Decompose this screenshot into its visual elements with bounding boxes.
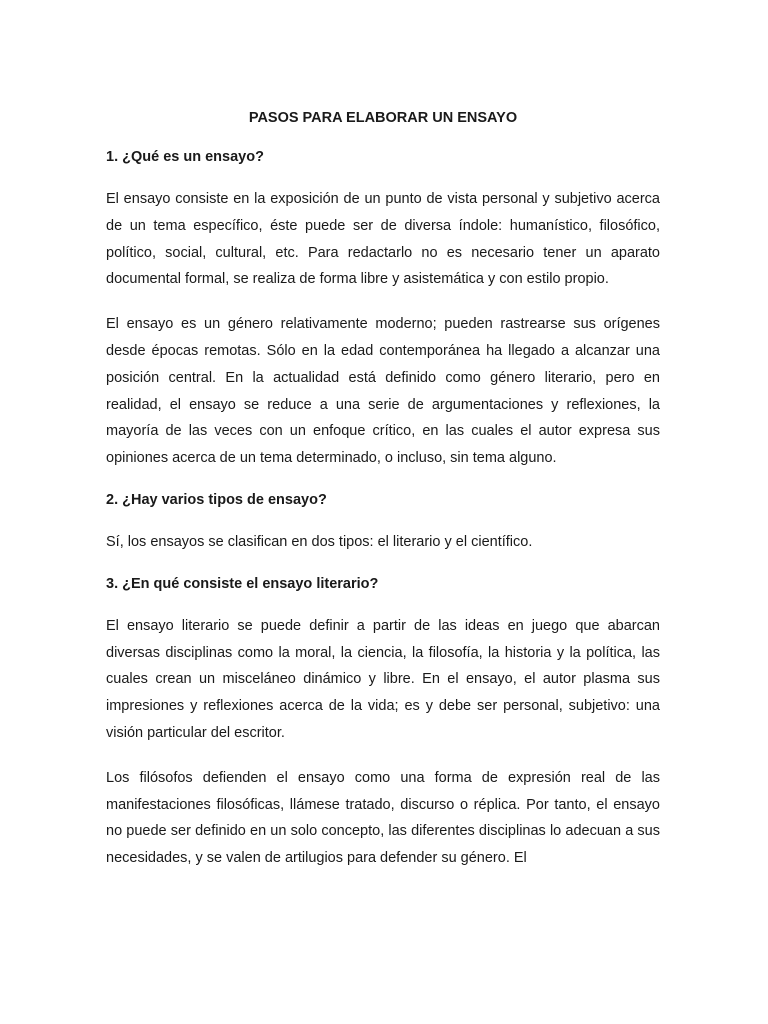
section-que-es-ensayo [106, 147, 660, 472]
paragraph: El ensayo literario se puede definir a partir de las ideas en juego que abarcan diversas disciplinas como la moral, la ciencia, la filosofía, la historia y la política, las cuales crean un misceláneo dinámico y libre. En el ensayo, el autor plasma sus impresiones y reflexiones acerca de la vida; es y debe ser personal, subjetivo: una visión particular del escritor. [106, 617, 660, 741]
section-heading: 1. ¿Qué es un ensayo? [106, 149, 264, 165]
paragraph: El ensayo es un género relativamente moderno; pueden rastrearse sus orígenes desde épocas remotas. Sólo en la edad contemporánea ha llegado a alcanzar una posición central. En la actualidad está definido como género literario, pero en realidad, el ensayo se reduce a una serie de argumentaciones y reflexiones, la mayoría de las veces con un enfoque crítico, en las cuales el autor expresa sus opiniones acerca de un tema determinado, o incluso, sin tema alguno. [106, 316, 660, 467]
section-heading: 2. ¿Hay varios tipos de ensayo? [106, 491, 327, 508]
section-ensayo-literario [106, 574, 660, 872]
paragraph: El ensayo consiste en la exposición de un punto de vista personal y subjetivo acerca de un tema específico, éste puede ser de diversa índole: humanístico, filosófico, político, social, cultural, etc. Para redactarlo no es necesario tener un aparato documental formal, se realiza de forma libre y asistemática y con estilo propio. [106, 191, 660, 288]
section-tipos-ensayo [106, 490, 660, 556]
paragraph: Sí, los ensayos se clasifican en dos tipos: el literario y el científico. [106, 533, 533, 550]
paragraph: Los filósofos defienden el ensayo como una forma de expresión real de las manifestaciones filosóficas, llámese tratado, discurso o réplica. Por tanto, el ensayo no puede ser definido en un solo concepto, las diferentes disciplinas lo adecuan a sus necesidades, y se valen de artilugios para defender su género. El [106, 769, 660, 867]
document-title: PASOS PARA ELABORAR UN ENSAYO [248, 110, 518, 126]
section-heading: 3. ¿En qué consiste el ensayo literario? [106, 575, 379, 592]
document-page [106, 108, 660, 872]
